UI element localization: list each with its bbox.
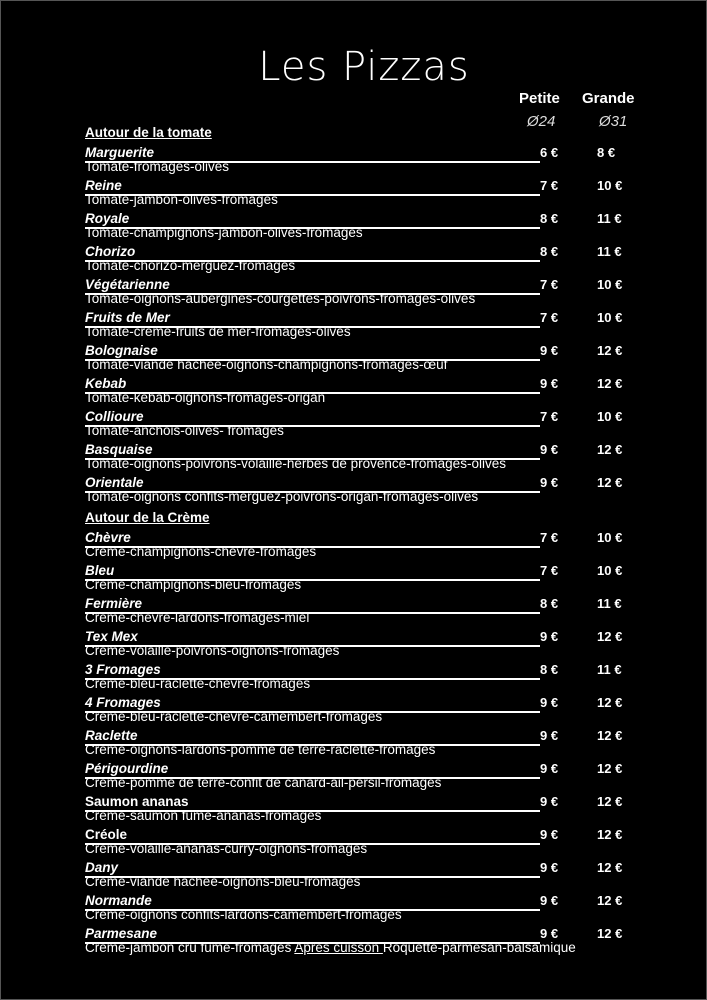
pizza-description: Crème-bleu-raclette-chèvre-fromages <box>85 676 311 691</box>
price-petite: 8 € <box>540 211 559 226</box>
menu-item <box>85 728 645 761</box>
column-header-petite: Petite <box>519 90 560 107</box>
menu-item <box>85 409 645 442</box>
pizza-name: Dany <box>85 860 122 875</box>
pizza-description: Tomate-crème-fruits de mer-fromages-olives <box>85 324 351 339</box>
price-petite: 9 € <box>540 343 559 358</box>
menu-item <box>85 530 645 563</box>
price-petite: 9 € <box>540 761 559 776</box>
pizza-name: Chèvre <box>85 530 135 545</box>
pizza-name: Fermière <box>85 596 146 611</box>
pizza-name: Basquaise <box>85 442 157 457</box>
pizza-name: Saumon ananas <box>85 794 193 809</box>
pizza-description: Crème-jambon cru fumé-fromages Après cuisson Roquette-parmesan-balsamique <box>85 940 576 955</box>
pizza-description: Crème-champignons-bleu-fromages <box>85 577 302 592</box>
menu-item <box>85 310 645 343</box>
price-petite: 9 € <box>540 794 559 809</box>
price-petite: 9 € <box>540 695 559 710</box>
price-petite: 9 € <box>540 860 559 875</box>
pizza-description: Tomate-viande hachée-oignons-champignons-fromages-œuf <box>85 357 448 372</box>
pizza-description: Tomate-oignons-poivrons-volaille-herbes de provence-fromages-olives <box>85 456 506 471</box>
price-grande: 12 € <box>597 893 623 908</box>
price-petite: 7 € <box>540 530 559 545</box>
price-grande: 8 € <box>597 145 616 160</box>
column-header-grande: Grande <box>582 90 635 107</box>
pizza-name: Royale <box>85 211 133 226</box>
pizza-name: Bleu <box>85 563 118 578</box>
menu-item <box>85 442 645 475</box>
pizza-description: Tomate-kebab-oignons-fromages-origan <box>85 390 326 405</box>
menu-item <box>85 563 645 596</box>
pizza-name: 3 Fromages <box>85 662 165 677</box>
pizza-description: Tomate-fromages-olives <box>85 159 230 174</box>
price-grande: 12 € <box>597 442 623 457</box>
pizza-description: Tomate-jambon-olives-fromages <box>85 192 278 207</box>
price-petite: 7 € <box>540 409 559 424</box>
pizza-description: Crème-volaille-ananas-curry-oignons-fromages <box>85 841 368 856</box>
pizza-description: Tomate-oignons confits-merguez-poivrons-origan-fromages-olives <box>85 489 479 504</box>
page-title: Les Pizzas <box>258 44 470 90</box>
price-grande: 10 € <box>597 409 623 424</box>
price-grande: 12 € <box>597 343 623 358</box>
pizza-name: Kebab <box>85 376 130 391</box>
pizza-name: Bolognaise <box>85 343 162 358</box>
menu-item <box>85 629 645 662</box>
price-petite: 9 € <box>540 629 559 644</box>
pizza-name: Chorizo <box>85 244 139 259</box>
price-petite: 9 € <box>540 893 559 908</box>
pizza-name: Périgourdine <box>85 761 172 776</box>
section-title-tomate: Autour de la tomate <box>85 125 212 140</box>
price-grande: 12 € <box>597 728 623 743</box>
menu-item <box>85 277 645 310</box>
price-grande: 10 € <box>597 310 623 325</box>
menu-item <box>85 926 645 959</box>
price-petite: 8 € <box>540 244 559 259</box>
pizza-description: Crème-saumon fumé-ananas-fromages <box>85 808 322 823</box>
menu-item <box>85 695 645 728</box>
price-grande: 10 € <box>597 178 623 193</box>
price-grande: 12 € <box>597 827 623 842</box>
pizza-description: Crème-viande hachée-oignons-bleu-fromages <box>85 874 361 889</box>
pizza-description: Crème-oignons confits-lardons-camembert-fromages <box>85 907 402 922</box>
pizza-name: Marguerite <box>85 145 158 160</box>
pizza-name: Orientale <box>85 475 148 490</box>
price-grande: 12 € <box>597 761 623 776</box>
menu-item <box>85 662 645 695</box>
price-grande: 12 € <box>597 695 623 710</box>
price-grande: 12 € <box>597 629 623 644</box>
price-grande: 10 € <box>597 530 623 545</box>
price-petite: 7 € <box>540 563 559 578</box>
price-grande: 12 € <box>597 475 623 490</box>
price-petite: 8 € <box>540 596 559 611</box>
pizza-name: Tex Mex <box>85 629 142 644</box>
section-title-creme: Autour de la Crème <box>85 510 210 525</box>
pizza-description: Tomate-champignons-jambon-olives-fromages <box>85 225 363 240</box>
menu-item <box>85 893 645 926</box>
pizza-description: Crème-pomme de terre-confit de canard-ail-persil-fromages <box>85 775 442 790</box>
pizza-name: Créole <box>85 827 131 842</box>
menu-item <box>85 794 645 827</box>
price-petite: 6 € <box>540 145 559 160</box>
price-petite: 7 € <box>540 277 559 292</box>
price-grande: 10 € <box>597 563 623 578</box>
menu-item <box>85 145 645 178</box>
menu-item <box>85 761 645 794</box>
price-petite: 9 € <box>540 475 559 490</box>
price-grande: 12 € <box>597 794 623 809</box>
pizza-name: Collioure <box>85 409 148 424</box>
pizza-description: Crème-bleu-raclette-chèvre-camembert-fromages <box>85 709 383 724</box>
price-petite: 9 € <box>540 926 559 941</box>
price-petite: 7 € <box>540 178 559 193</box>
pizza-name: Normande <box>85 893 156 908</box>
menu-item <box>85 860 645 893</box>
price-petite: 9 € <box>540 376 559 391</box>
menu-item <box>85 343 645 376</box>
price-petite: 9 € <box>540 442 559 457</box>
pizza-description: Crème-oignons-lardons-pomme de terre-raclette-fromages <box>85 742 436 757</box>
price-grande: 11 € <box>597 662 622 677</box>
price-petite: 7 € <box>540 310 559 325</box>
pizza-description: Crème-champignons-chèvre-fromages <box>85 544 317 559</box>
pizza-name: Parmesane <box>85 926 161 941</box>
pizza-name: Raclette <box>85 728 142 743</box>
menu-item <box>85 827 645 860</box>
pizza-description: Tomate-anchois-olives- fromages <box>85 423 284 438</box>
pizza-name: Fruits de Mer <box>85 310 174 325</box>
menu-item <box>85 178 645 211</box>
pizza-description: Crème-volaille-poivrons-oignons-fromages <box>85 643 340 658</box>
column-size-grande: Ø31 <box>599 113 628 130</box>
column-size-petite: Ø24 <box>527 113 556 130</box>
price-grande: 11 € <box>597 244 622 259</box>
price-petite: 9 € <box>540 827 559 842</box>
pizza-description: Crème-chèvre-lardons-fromages-miel <box>85 610 310 625</box>
menu-item <box>85 596 645 629</box>
menu-item <box>85 211 645 244</box>
price-grande: 11 € <box>597 596 622 611</box>
pizza-description: Tomate-chorizo-merguez-fromages <box>85 258 296 273</box>
menu-item <box>85 475 645 508</box>
price-petite: 9 € <box>540 728 559 743</box>
price-petite: 8 € <box>540 662 559 677</box>
pizza-name: 4 Fromages <box>85 695 165 710</box>
pizza-name: Végétarienne <box>85 277 174 292</box>
price-grande: 12 € <box>597 376 623 391</box>
price-grande: 11 € <box>597 211 622 226</box>
price-grande: 12 € <box>597 926 623 941</box>
menu-item <box>85 244 645 277</box>
price-grande: 10 € <box>597 277 623 292</box>
menu-item <box>85 376 645 409</box>
pizza-name: Reine <box>85 178 126 193</box>
price-grande: 12 € <box>597 860 623 875</box>
pizza-description: Tomate-oignons-aubergines-courgettes-poivrons-fromages-olives <box>85 291 476 306</box>
